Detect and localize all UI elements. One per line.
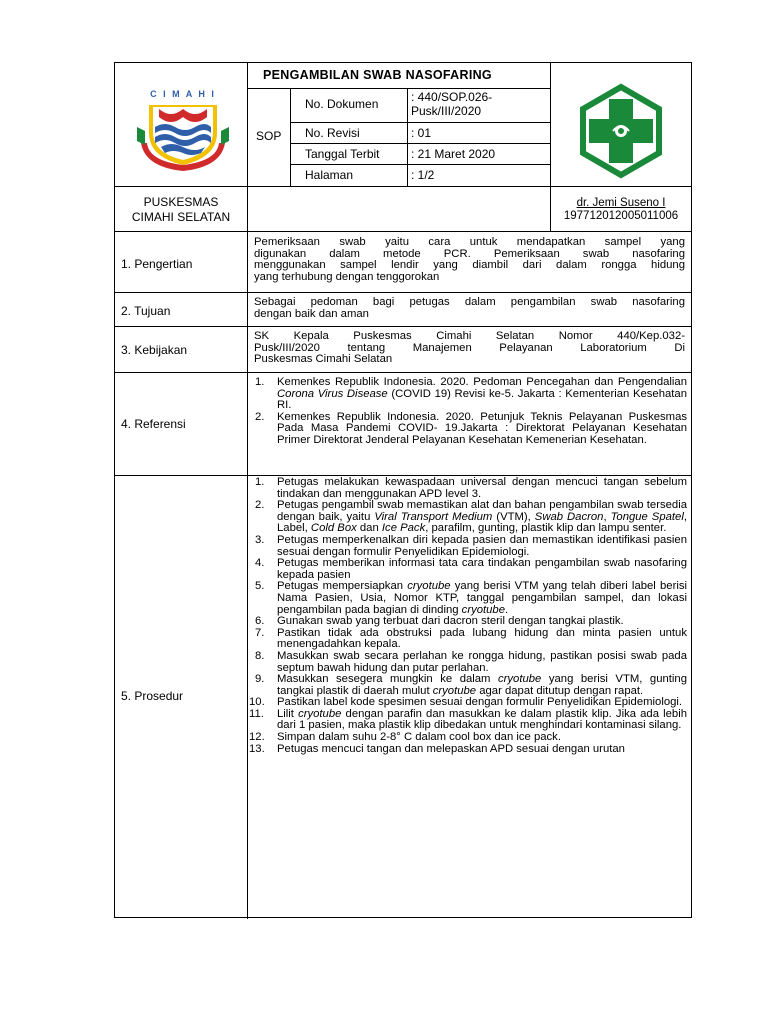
item-number: 2. [255,499,265,512]
procedure-step [249,558,687,581]
reference-item [249,377,687,412]
item-number: 9. [255,673,265,686]
signatory-nip: 197712012005011006 [563,210,679,222]
procedure-step [249,674,687,697]
field-value-tanggal-terbit: : 21 Maret 2020 [411,147,496,161]
divider [115,231,691,232]
item-text-italic: cryotube [298,707,342,720]
reference-item [249,412,687,447]
procedure-step [249,651,687,674]
procedure-step [249,535,687,558]
item-number: 4. [255,557,265,570]
procedure-step [249,628,687,651]
section-body-tujuan [254,297,685,320]
divider [290,122,550,123]
text-line: Sebagai pedoman bagi petugas dalam pengambilan swab nasofaring [254,296,685,308]
item-number: 12. [249,731,265,744]
item-text-italic: cryotube [407,580,451,593]
item-number: 10. [249,696,265,709]
item-text: Kemenkes Republik Indonesia. 2020. Pedoman Pencegahan dan Pengendalian [277,376,687,388]
field-label-no-dokumen: No. Dokumen [305,97,379,111]
section-label-tujuan: 2. Tujuan [121,304,171,318]
section-body-prosedur [249,477,687,755]
procedure-step [249,709,687,732]
item-text-italic: Corona Virus Disease [277,387,388,400]
divider [290,88,291,186]
item-text: . [505,603,509,616]
section-label-kebijakan: 3. Kebijakan [121,343,188,357]
text-line: Pusk/III/2020 tentang Manajemen Pelayanan Laboratorium Di [254,341,685,354]
divider [407,88,408,186]
item-number: 1. [255,476,265,488]
procedure-step [249,744,687,756]
item-number: 7. [255,626,265,639]
field-label-halaman: Halaman [305,168,354,182]
item-text-italic: Cold Box [310,522,357,535]
item-number: 1. [255,376,265,388]
institution-name-line1: PUSKESMAS [143,195,219,209]
field-label-no-revisi: No. Revisi [305,126,360,140]
svg-text:C I M A H I: C I M A H I [150,89,216,99]
sop-document [114,62,692,918]
procedure-step [249,477,687,500]
item-number: 8. [255,649,265,662]
divider [247,88,550,89]
item-text: Lilit [277,707,299,720]
section-body-referensi [249,377,687,447]
text-line: yang terhubung dengan tenggorokan [254,270,440,283]
divider [290,143,550,144]
section-label-prosedur: 5. Prosedur [121,689,184,703]
item-text: dan [356,522,382,535]
cimahi-crest-icon [135,87,231,173]
text-line: menggunakan sampel lendir yang diambil dari dalam rongga hidung [254,259,685,272]
institution-name-line2: CIMAHI SELATAN [131,210,231,224]
item-text-italic: cryotube [432,684,477,697]
divider [115,186,691,187]
item-text-italic: Viral Transport Medium [374,510,493,523]
item-text: Pastikan label kode spesimen sesuai dengan formulir Penyelidikan Epidemiologi. [277,696,683,709]
item-text: Petugas memperkenalkan diri kepada pasien dan memastikan identifikasi pasien sesuai dengan formulir Penyelidikan Epidemiologi. [277,533,687,558]
item-number: 2. [255,410,265,423]
field-value-no-dokumen: : 440/SOP.026- Pusk/III/2020 [411,90,493,118]
field-value-no-revisi: : 01 [411,126,432,140]
item-text: yang berisi VTM, gunting tangkai plastik di daerah mulut [277,673,687,697]
sop-label: SOP [256,129,282,143]
item-text: dengan parafin dan masukkan ke dalam plastik klip. Jika ada lebih dari 1 pasien, maka plastik klip dibedakan untuk menghindari kontaminasi silang. [277,707,687,732]
item-text: yang berisi VTM yang telah diberi label berisi Nama Pasien, Usia, Nomor KTP, tanggal pengambilan sampel, dan lokasi pengambilan pada bagian di dinding [277,580,688,616]
section-body-pengertian [254,237,685,283]
divider [247,63,248,186]
item-text: Kemenkes Republik Indonesia. 2020. Petunjuk Teknis Pelayanan Puskesmas Pada Masa Pandemi COVID- 19.Jakarta : Direktorat Pelayanan Kesehatan Primer Direktorat Jenderal Pelayanan Kesehatan Kemenerian Kesehatan. [277,410,687,446]
divider [247,231,248,919]
divider [115,292,691,293]
item-number: 13. [249,742,265,755]
divider [115,326,691,327]
item-text: Petugas mencuci tangan dan melepaskan APD sesuai dengan urutan [277,742,625,755]
puskesmas-logo [573,83,669,179]
item-text: Pastikan tidak ada obstruksi pada lubang hidung dan minta pasien untuk menengadahkan kepala. [277,626,687,651]
item-text: Masukkan swab secara perlahan ke rongga hidung, pastikan posisi swab pada septum bawah hidung dan putar perlahan. [277,649,687,674]
field-label-tanggal-terbit: Tanggal Terbit [305,147,380,161]
item-text-italic: cryotube [498,673,542,686]
item-text: (COVID 19) Revisi ke-5. Jakarta : Kementerian Kesehatan RI. [277,387,687,412]
item-number: 11. [249,707,264,720]
procedure-step [249,500,687,535]
item-text: agar dapat ditutup dengan rapat. [476,684,644,697]
item-text-italic: Tongue Spatel [610,510,684,523]
signatory-name: dr. Jemi Suseno I [576,197,666,209]
section-label-referensi: 4. Referensi [121,417,186,431]
item-text: Simpan dalam suhu 2-8° C dalam cool box dan ice pack. [277,731,561,744]
text-line: digunakan dalam metode PCR. Pemeriksaan swab nasofaring [254,247,685,260]
section-label-pengertian: 1. Pengertian [121,257,193,271]
item-number: 6. [255,615,265,628]
item-text: , Label, [277,510,687,535]
item-text: Petugas pengambil swab memastikan alat dan bahan pengambilan swab tersedia dengan baik, yaitu [277,499,687,523]
item-text: Petugas melakukan kewaspadaan universal dengan mencuci tangan sebelum tindakan dan menggunakan APD level 3. [277,476,687,500]
page-title: PENGAMBILAN SWAB NASOFARING [263,68,492,82]
cimahi-logo [135,87,231,173]
puskesmas-cross-icon [573,83,669,179]
text-line: dengan baik dan aman [254,307,369,320]
item-text: , parafilm, gunting, plastik klip dan lampu senter. [425,522,667,535]
item-text: Petugas memberikan informasi tata cara tindakan pengambilan swab nasofaring kepada pasien [277,557,687,581]
divider [550,63,551,186]
text-line: Pemeriksaan swab yaitu cara untuk mendapatkan sampel yang [254,236,685,248]
field-value-halaman: : 1/2 [411,168,435,182]
item-text: Petugas mempersiapkan [277,580,408,593]
item-text: Gunakan swab yang terbuat dari dacron steril dengan tangkai plastik. [277,615,624,628]
divider [115,372,691,373]
item-text-italic: Ice Pack [381,522,426,535]
procedure-step [249,581,687,616]
item-text-italic: cryotube [461,603,506,616]
item-text: (VTM), [492,510,535,523]
divider [247,186,248,231]
item-text: Masukkan sesegera mungkin ke dalam [277,673,498,686]
item-text: , [603,510,611,523]
item-number: 3. [255,533,265,546]
item-number: 5. [255,580,265,593]
text-line: Puskesmas Cimahi Selatan [254,353,393,366]
section-body-kebijakan [254,331,685,366]
item-text-italic: Swab Dacron [534,510,604,523]
divider [290,164,550,165]
text-line: SK Kepala Puskesmas Cimahi Selatan Nomor 440/Kep.032- [254,330,685,342]
